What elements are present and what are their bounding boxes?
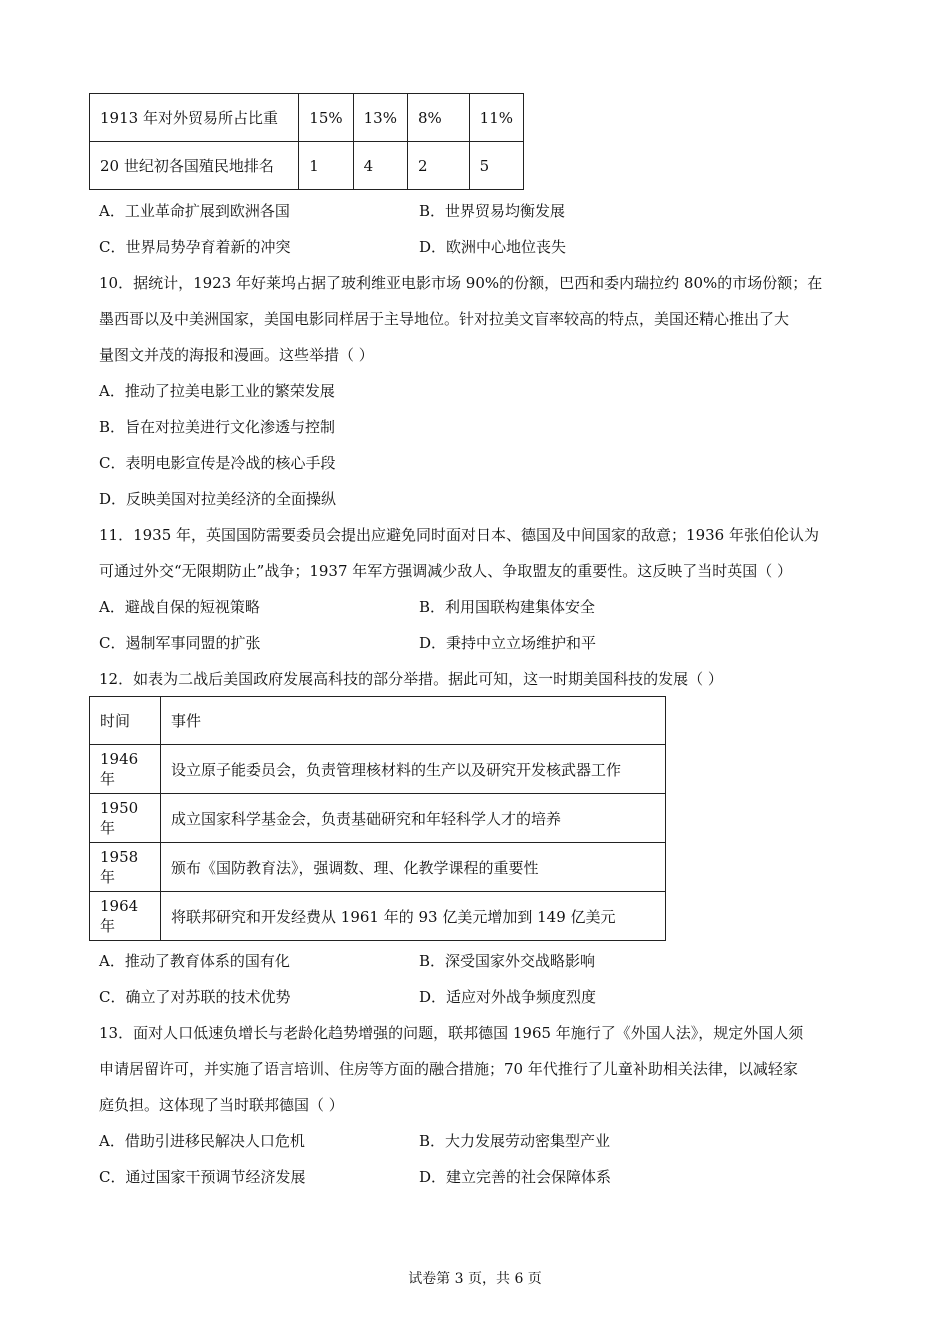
q9-option-a[interactable]: A．工业革命扩展到欧洲各国 [99,202,290,220]
q11-option-a[interactable]: A．避战自保的短视策略 [99,598,260,616]
table-header-cell: 时间 [90,697,161,745]
table-row [90,745,666,794]
page-footer: 试卷第 3 页，共 6 页 [408,1271,542,1287]
q11-option-d[interactable]: D．秉持中立立场维护和平 [419,634,597,652]
table-row [90,94,524,142]
q10-stem-line: 墨西哥以及中美洲国家，美国电影同样居于主导地位。针对拉美文盲率较高的特点，美国还精心推出了大 [99,310,790,328]
table-header-cell: 事件 [161,697,666,745]
q13-stem-line: 庭负担。这体现了当时联邦德国（ ） [99,1096,344,1114]
table-cell: 1 [299,142,353,190]
q13-option-a[interactable]: A．借助引进移民解决人口危机 [99,1132,305,1150]
table-cell: 5 [469,142,523,190]
q10-option-d[interactable]: D．反映美国对拉美经济的全面操纵 [99,490,337,508]
q11-option-b[interactable]: B．利用国联构建集体安全 [419,598,596,616]
q10-option-a[interactable]: A．推动了拉美电影工业的繁荣发展 [99,382,335,400]
q12-option-a[interactable]: A．推动了教育体系的国有化 [99,952,290,970]
q11-stem-line: 11．1935 年，英国国防需要委员会提出应避免同时面对日本、德国及中间国家的敌意；1936 年张伯伦认为 [99,526,819,544]
q13-stem-line: 13．面对人口低速负增长与老龄化趋势增强的问题，联邦德国 1965 年施行了《外国人法》，规定外国人须 [99,1024,804,1042]
q13-option-b[interactable]: B．大力发展劳动密集型产业 [419,1132,611,1150]
table-cell: 将联邦研究和开发经费从 1961 年的 93 亿美元增加到 149 亿美元 [161,892,666,941]
table-cell: 2 [407,142,469,190]
table-cell: 1946 年 [90,745,161,794]
q13-option-c[interactable]: C．通过国家干预调节经济发展 [99,1168,306,1186]
table-cell: 11% [469,94,523,142]
q9-option-c[interactable]: C．世界局势孕育着新的冲突 [99,238,291,256]
table-row [90,794,666,843]
q12-option-d[interactable]: D．适应对外战争频度烈度 [419,988,597,1006]
q10-option-c[interactable]: C．表明电影宣传是冷战的核心手段 [99,454,336,472]
table-cell: 1958 年 [90,843,161,892]
table-cell: 颁布《国防教育法》，强调数、理、化教学课程的重要性 [161,843,666,892]
table-cell: 4 [353,142,407,190]
q13-option-d[interactable]: D．建立完善的社会保障体系 [419,1168,612,1186]
table-row [90,892,666,941]
q9-option-b[interactable]: B．世界贸易均衡发展 [419,202,566,220]
q13-stem-line: 申请居留许可，并实施了语言培训、住房等方面的融合措施；70 年代推行了儿童补助相关法律，以减轻家 [99,1060,798,1078]
q11-stem-line: 可通过外交“无限期防止”战争；1937 年军方强调减少敌人、争取盟友的重要性。这反映了当时英国（ ） [99,562,793,580]
q9-option-d[interactable]: D．欧洲中心地位丧失 [419,238,567,256]
table-cell: 8% [407,94,469,142]
table-cell: 1964 年 [90,892,161,941]
q10-stem-line: 量图文并茂的海报和漫画。这些举措（ ） [99,346,374,364]
q10-option-b[interactable]: B．旨在对拉美进行文化渗透与控制 [99,418,336,436]
table-cell: 1950 年 [90,794,161,843]
q12-option-c[interactable]: C．确立了对苏联的技术优势 [99,988,291,1006]
q10-stem-line: 10．据统计，1923 年好莱坞占据了玻利维亚电影市场 90%的份额，巴西和委内瑞拉约 80%的市场份额；在 [99,274,823,292]
table-cell: 1913 年对外贸易所占比重 [90,94,299,142]
us-tech-measures-table [89,696,666,941]
table-header-row [90,697,666,745]
table-row [90,843,666,892]
table-row [90,142,524,190]
trade-colony-table [89,93,524,190]
table-cell: 13% [353,94,407,142]
table-cell: 15% [299,94,353,142]
q12-option-b[interactable]: B．深受国家外交战略影响 [419,952,596,970]
table-cell: 成立国家科学基金会，负责基础研究和年轻科学人才的培养 [161,794,666,843]
table-cell: 设立原子能委员会，负责管理核材料的生产以及研究开发核武器工作 [161,745,666,794]
q11-option-c[interactable]: C．遏制军事同盟的扩张 [99,634,261,652]
table-cell: 20 世纪初各国殖民地排名 [90,142,299,190]
q12-stem-line: 12．如表为二战后美国政府发展高科技的部分举措。据此可知，这一时期美国科技的发展（ ） [99,670,723,688]
